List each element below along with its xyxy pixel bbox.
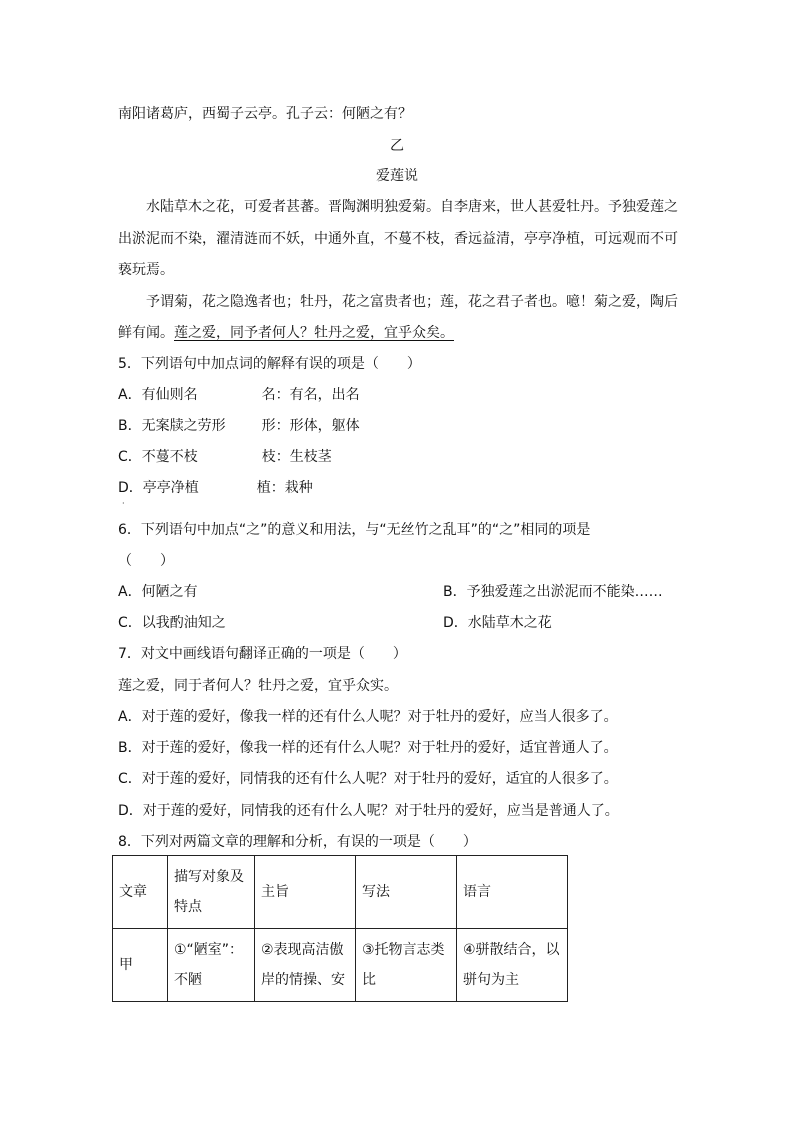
option-phrase: 不蔓不枝 bbox=[141, 449, 198, 465]
option-label: B． bbox=[118, 740, 142, 756]
option-label: A． bbox=[118, 709, 142, 725]
q7-option-c bbox=[118, 770, 618, 788]
q7-option-a bbox=[118, 708, 618, 726]
analysis-table bbox=[112, 855, 568, 1002]
underlined-sentence: 莲之爱，同予者何人？牡丹之爱，宜乎众矣。 bbox=[174, 325, 454, 341]
question-8-stem: 8．下列对两篇文章的理解和分析，有误的一项是（ ） bbox=[118, 834, 477, 850]
passage-text: 水陆草木之花，可爱者甚蕃。晋陶渊明独爱菊。自李唐来，世人甚爱牡丹。予独爱莲之 bbox=[146, 199, 678, 215]
table-header-cell: 语言 bbox=[457, 856, 568, 929]
passage-text: 亵玩焉。 bbox=[118, 262, 174, 278]
passage-text: 予谓菊，花之隐逸者也；牡丹，花之富贵者也；莲，花之君子者也。噫！菊之爱，陶后 bbox=[146, 294, 678, 310]
q7-option-d bbox=[118, 802, 619, 820]
option-text: 对于莲的爱好，同情我的还有什么人呢？对于牡丹的爱好，适宜的人很多了。 bbox=[141, 771, 618, 787]
q6-option-c bbox=[118, 614, 226, 632]
passage-title: 爱莲说 bbox=[376, 168, 418, 184]
option-label: D． bbox=[118, 480, 143, 496]
emphasis-dot: · bbox=[122, 499, 125, 508]
table-header-cell: 文章 bbox=[113, 856, 168, 929]
option-gloss: 名：有名，出名 bbox=[261, 387, 360, 403]
option-text: 对于莲的爱好，像我一样的还有什么人呢？对于牡丹的爱好，应当人很多了。 bbox=[141, 709, 618, 725]
option-text: 予独爱莲之出淤泥而不能染…… bbox=[466, 584, 663, 600]
option-gloss: 形：形体，躯体 bbox=[261, 418, 360, 434]
option-gloss: 枝：生枝茎 bbox=[261, 449, 332, 465]
option-label: C． bbox=[118, 449, 142, 465]
q5-option-b bbox=[118, 417, 360, 435]
q6-option-a bbox=[118, 583, 198, 601]
option-phrase: 无案牍之劳形 bbox=[141, 418, 226, 434]
table-row bbox=[113, 929, 568, 1002]
table-header-cell: 写法 bbox=[356, 856, 457, 929]
table-cell: ②表现高洁傲 岸的情操、安 bbox=[255, 929, 356, 1002]
q6-option-b bbox=[443, 583, 663, 601]
table-header-cell: 描写对象及 特点 bbox=[168, 856, 255, 929]
option-text: 水陆草木之花 bbox=[467, 615, 552, 631]
table-cell: ④骈散结合，以 骈句为主 bbox=[457, 929, 568, 1002]
option-phrase: 亭亭净植 bbox=[142, 480, 199, 496]
option-label: D． bbox=[443, 615, 468, 631]
q5-option-c bbox=[118, 448, 332, 466]
option-text: 以我酌油知之 bbox=[141, 615, 226, 631]
question-6-stem-cont: （ ） bbox=[118, 553, 174, 569]
option-label: B． bbox=[118, 418, 142, 434]
question-7-quote: 莲之爱，同于者何人？牡丹之爱，宜乎众实。 bbox=[118, 678, 398, 694]
question-7-stem: 7．对文中画线语句翻译正确的一项是（ ） bbox=[118, 646, 407, 662]
option-label: A． bbox=[118, 584, 142, 600]
option-phrase: 有仙则名 bbox=[141, 387, 198, 403]
option-label: C． bbox=[118, 771, 142, 787]
passage-text: 出淤泥而不染，濯清涟而不妖，中通外直，不蔓不枝，香远益清，亭亭净植，可远观而不可 bbox=[118, 231, 678, 247]
passage-text-plain: 鲜有闻。 bbox=[118, 325, 174, 341]
question-5-stem: 5．下列语句中加点词的解释有误的项是（ ） bbox=[118, 356, 421, 372]
option-label: B． bbox=[443, 584, 467, 600]
question-6-stem: 6．下列语句中加点“之”的意义和用法，与“无丝竹之乱耳”的“之”相同的项是 bbox=[118, 522, 591, 538]
passage-text bbox=[118, 324, 454, 342]
q7-option-b bbox=[118, 739, 618, 757]
option-label: C． bbox=[118, 615, 142, 631]
table-cell: ①“陋室”： 不陋 bbox=[168, 929, 255, 1002]
option-text: 何陋之有 bbox=[141, 584, 198, 600]
table-cell: ③托物言志类 比 bbox=[356, 929, 457, 1002]
section-mark: 乙 bbox=[390, 138, 404, 154]
table-cell: 甲 bbox=[113, 929, 168, 1002]
q6-option-d bbox=[443, 614, 552, 632]
option-text: 对于莲的爱好，同情我的还有什么人呢？对于牡丹的爱好，应当是普通人了。 bbox=[142, 803, 619, 819]
option-label: D． bbox=[118, 803, 143, 819]
intro-line: 南阳诸葛庐，西蜀子云亭。孔子云：何陋之有？ bbox=[118, 106, 412, 122]
q5-option-d bbox=[118, 479, 313, 497]
option-text: 对于莲的爱好，像我一样的还有什么人呢？对于牡丹的爱好，适宜普通人了。 bbox=[141, 740, 618, 756]
option-label: A． bbox=[118, 387, 142, 403]
option-gloss: 植：栽种 bbox=[256, 480, 313, 496]
table-header-cell: 主旨 bbox=[255, 856, 356, 929]
q5-option-a bbox=[118, 386, 360, 404]
table-header-row bbox=[113, 856, 568, 929]
